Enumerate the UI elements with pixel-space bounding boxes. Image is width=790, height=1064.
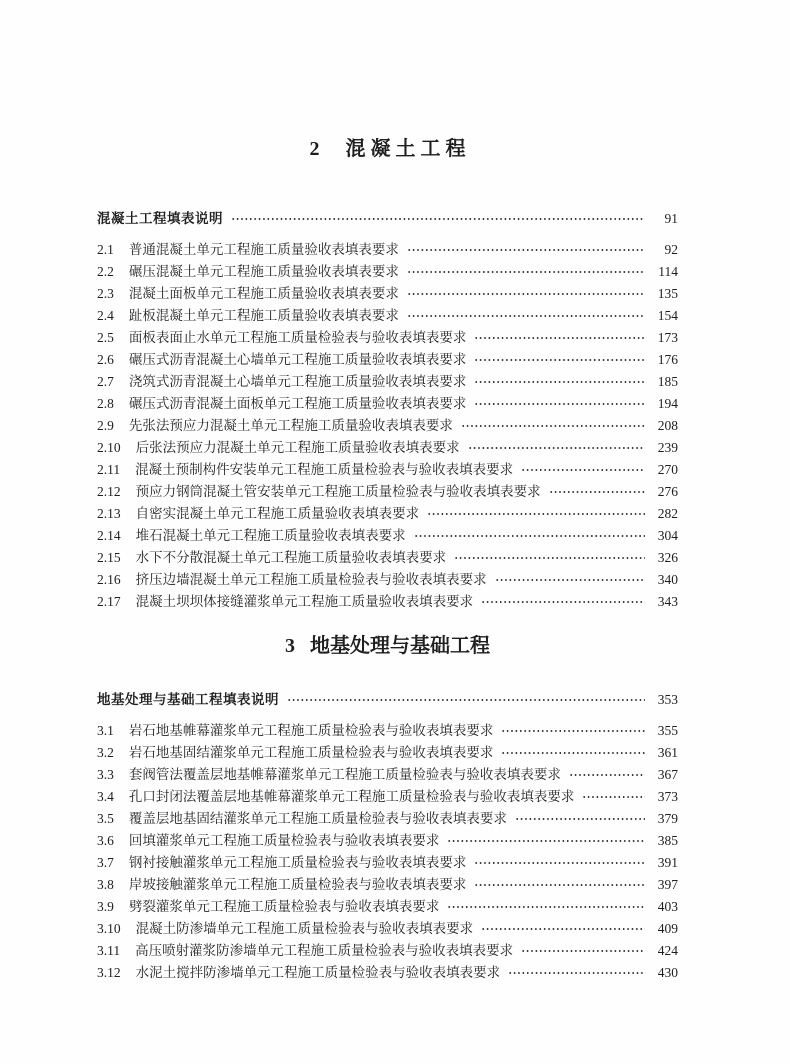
page-number: 185 <box>657 374 678 389</box>
page-number: 282 <box>657 506 678 521</box>
dot-leader <box>521 468 645 472</box>
section-2-intro-row <box>97 208 678 230</box>
entry-number: 3.1 <box>97 723 114 738</box>
dot-leader <box>474 861 645 865</box>
section-2-entries <box>97 239 678 613</box>
entry-title: 混凝土预制构件安装单元工程施工质量检验表与验收表填表要求 <box>135 462 514 477</box>
entry-number: 2.16 <box>97 572 121 587</box>
toc-row <box>97 808 678 830</box>
entry-number: 3.9 <box>97 899 114 914</box>
dot-leader <box>481 600 645 604</box>
entry-title: 预应力钢筒混凝土管安装单元工程施工质量检验表与验收表填表要求 <box>135 484 541 499</box>
section-2-name: 混 凝 土 工 程 <box>345 138 466 160</box>
entry-title: 覆盖层地基固结灌浆单元工程施工质量检验表与验收表填表要求 <box>128 811 507 826</box>
entry-title: 碾压式沥青混凝土心墙单元工程施工质量验收表填表要求 <box>128 352 467 367</box>
dot-leader <box>447 839 645 843</box>
toc-row <box>97 830 678 852</box>
entry-title: 混凝土面板单元工程施工质量验收表填表要求 <box>128 286 399 301</box>
entry-title: 碾压式沥青混凝土面板单元工程施工质量验收表填表要求 <box>128 396 467 411</box>
entry-title: 碾压混凝土单元工程施工质量验收表填表要求 <box>128 264 399 279</box>
toc-row <box>97 918 678 940</box>
page-number: 409 <box>657 921 678 936</box>
entry-title: 高压喷射灌浆防渗墙单元工程施工质量检验表与验收表填表要求 <box>135 943 514 958</box>
entry-title: 面板表面止水单元工程施工质量检验表与验收表填表要求 <box>128 330 467 345</box>
entry-title: 回填灌浆单元工程施工质量检验表与验收表填表要求 <box>128 833 440 848</box>
entry-title: 孔口封闭法覆盖层地基帷幕灌浆单元工程施工质量检验表与验收表填表要求 <box>128 789 575 804</box>
entry-number: 2.2 <box>97 264 114 279</box>
entry-title: 岸坡接触灌浆单元工程施工质量检验表与验收表填表要求 <box>128 877 467 892</box>
toc-row <box>97 239 678 261</box>
toc-row <box>97 547 678 569</box>
toc-row <box>97 503 678 525</box>
page-number: 276 <box>657 484 678 499</box>
entry-number: 3.7 <box>97 855 114 870</box>
entry-number: 2.15 <box>97 550 121 565</box>
page-number: 176 <box>657 352 678 367</box>
toc-row <box>97 371 678 393</box>
dot-leader <box>407 248 645 252</box>
dot-leader <box>427 512 645 516</box>
entry-number: 3.3 <box>97 767 114 782</box>
entry-number: 2.13 <box>97 506 121 521</box>
entry-title: 浇筑式沥青混凝土心墙单元工程施工质量验收表填表要求 <box>128 374 467 389</box>
entry-title: 先张法预应力混凝土单元工程施工质量验收表填表要求 <box>128 418 453 433</box>
section-2-title <box>97 136 678 162</box>
dot-leader <box>407 292 645 296</box>
page-number: 194 <box>657 396 678 411</box>
section-foundation <box>97 633 678 984</box>
entry-number: 2.14 <box>97 528 121 543</box>
toc-row <box>97 940 678 962</box>
dot-leader <box>481 927 645 931</box>
page-number: 91 <box>664 211 678 226</box>
dot-leader <box>474 358 645 362</box>
entry-number: 3.8 <box>97 877 114 892</box>
entry-title: 自密实混凝土单元工程施工质量验收表填表要求 <box>135 506 420 521</box>
entry-title: 岩石地基帷幕灌浆单元工程施工质量检验表与验收表填表要求 <box>128 723 494 738</box>
toc-row <box>97 720 678 742</box>
dot-leader <box>414 534 645 538</box>
page-number: 304 <box>657 528 678 543</box>
entry-title: 后张法预应力混凝土单元工程施工质量验收表填表要求 <box>135 440 460 455</box>
toc-row <box>97 525 678 547</box>
page-number: 367 <box>657 767 678 782</box>
dot-leader <box>474 336 645 340</box>
page-number: 430 <box>657 965 678 980</box>
page-number: 208 <box>657 418 678 433</box>
dot-leader <box>287 698 645 702</box>
page-number: 403 <box>657 899 678 914</box>
dot-leader <box>569 773 645 777</box>
dot-leader <box>495 578 645 582</box>
page-number: 424 <box>657 943 678 958</box>
entry-number: 2.5 <box>97 330 114 345</box>
page-number: 239 <box>657 440 678 455</box>
entry-number: 3.6 <box>97 833 114 848</box>
toc-row <box>97 591 678 613</box>
page-number: 340 <box>657 572 678 587</box>
dot-leader <box>508 971 645 975</box>
toc-row <box>97 764 678 786</box>
section-3-title <box>97 633 678 659</box>
dot-leader <box>474 380 645 384</box>
entry-number: 3.2 <box>97 745 114 760</box>
dot-leader <box>501 751 645 755</box>
toc-row <box>97 261 678 283</box>
entry-title: 堆石混凝土单元工程施工质量验收表填表要求 <box>135 528 406 543</box>
entry-title: 劈裂灌浆单元工程施工质量检验表与验收表填表要求 <box>128 899 440 914</box>
toc-row <box>97 283 678 305</box>
entry-number: 2.7 <box>97 374 114 389</box>
toc-row <box>97 437 678 459</box>
intro-label: 混凝土工程填表说明 <box>97 211 223 226</box>
page-number: 92 <box>664 242 678 257</box>
dot-leader <box>521 949 645 953</box>
entry-number: 3.12 <box>97 965 121 980</box>
toc-row <box>97 742 678 764</box>
toc-row <box>97 786 678 808</box>
page-number: 355 <box>657 723 678 738</box>
entry-title: 普通混凝土单元工程施工质量验收表填表要求 <box>128 242 399 257</box>
toc-row <box>97 305 678 327</box>
section-3-number: 3 <box>285 635 295 657</box>
toc-row <box>97 962 678 984</box>
page-number: 270 <box>657 462 678 477</box>
page-number: 379 <box>657 811 678 826</box>
entry-number: 3.4 <box>97 789 114 804</box>
entry-number: 2.3 <box>97 286 114 301</box>
page-number: 114 <box>658 264 678 279</box>
dot-leader <box>454 556 645 560</box>
entry-number: 2.8 <box>97 396 114 411</box>
dot-leader <box>407 314 645 318</box>
entry-number: 2.9 <box>97 418 114 433</box>
dot-leader <box>549 490 645 494</box>
toc-row <box>97 459 678 481</box>
entry-title: 挤压边墙混凝土单元工程施工质量检验表与验收表填表要求 <box>135 572 487 587</box>
entry-number: 2.10 <box>97 440 121 455</box>
page-number: 343 <box>657 594 678 609</box>
toc-row <box>97 349 678 371</box>
page-number: 135 <box>657 286 678 301</box>
entry-number: 3.5 <box>97 811 114 826</box>
page-number: 154 <box>657 308 678 323</box>
dot-leader <box>582 795 645 799</box>
page-number: 326 <box>657 550 678 565</box>
entry-number: 2.4 <box>97 308 114 323</box>
toc-row <box>97 415 678 437</box>
dot-leader <box>407 270 645 274</box>
toc-row <box>97 896 678 918</box>
toc-row <box>97 874 678 896</box>
entry-title: 水下不分散混凝土单元工程施工质量验收表填表要求 <box>135 550 447 565</box>
entry-title: 岩石地基固结灌浆单元工程施工质量检验表与验收表填表要求 <box>128 745 494 760</box>
entry-title: 水泥土搅拌防渗墙单元工程施工质量检验表与验收表填表要求 <box>135 965 501 980</box>
dot-leader <box>501 729 645 733</box>
entry-title: 趾板混凝土单元工程施工质量验收表填表要求 <box>128 308 399 323</box>
page-number: 173 <box>657 330 678 345</box>
entry-title: 混凝土坝坝体接缝灌浆单元工程施工质量验收表填表要求 <box>135 594 474 609</box>
dot-leader <box>461 424 645 428</box>
entry-number: 3.10 <box>97 921 121 936</box>
page-number: 373 <box>657 789 678 804</box>
section-3-entries <box>97 720 678 984</box>
entry-title: 钢衬接触灌浆单元工程施工质量检验表与验收表填表要求 <box>128 855 467 870</box>
toc-row <box>97 569 678 591</box>
section-concrete <box>97 136 678 613</box>
entry-number: 3.11 <box>97 943 121 958</box>
dot-leader <box>474 402 645 406</box>
page-number: 361 <box>657 745 678 760</box>
entry-number: 2.11 <box>97 462 121 477</box>
dot-leader <box>231 217 645 221</box>
section-2-number: 2 <box>309 138 320 160</box>
page-number: 391 <box>657 855 678 870</box>
toc-row <box>97 481 678 503</box>
entry-number: 2.17 <box>97 594 121 609</box>
entry-title: 混凝土防渗墙单元工程施工质量检验表与验收表填表要求 <box>135 921 474 936</box>
section-3-intro-row <box>97 689 678 711</box>
dot-leader <box>515 817 645 821</box>
section-3-name: 地基处理与基础工程 <box>310 635 490 657</box>
dot-leader <box>474 883 645 887</box>
entry-number: 2.6 <box>97 352 114 367</box>
entry-title: 套阀管法覆盖层地基帷幕灌浆单元工程施工质量检验表与验收表填表要求 <box>128 767 561 782</box>
toc-row <box>97 852 678 874</box>
toc-row <box>97 393 678 415</box>
page-number: 385 <box>657 833 678 848</box>
entry-number: 2.1 <box>97 242 114 257</box>
intro-label: 地基处理与基础工程填表说明 <box>97 692 279 707</box>
page-number: 397 <box>657 877 678 892</box>
dot-leader <box>447 905 645 909</box>
dot-leader <box>468 446 645 450</box>
page-number: 353 <box>657 692 678 707</box>
toc-row <box>97 327 678 349</box>
entry-number: 2.12 <box>97 484 121 499</box>
